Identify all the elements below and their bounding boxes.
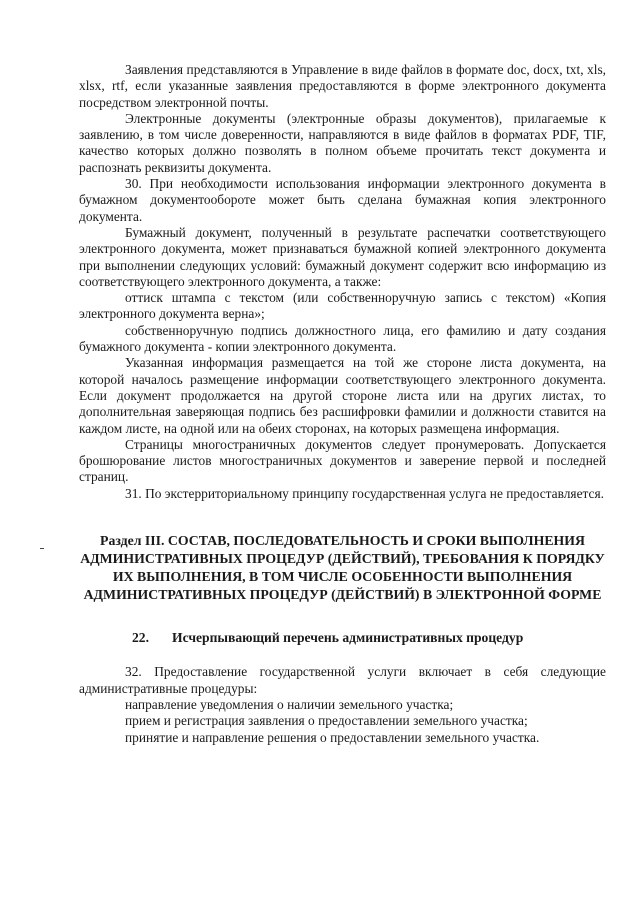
procedure-item-1: направление уведомления о наличии земельного участка; — [125, 696, 454, 712]
paragraph-file-formats: Заявления представляются в Управление в виде файлов в формате doc, docx, txt, xls, xlsx, rtf, если указанные заявления предоставляются в форме электронного документа посредством электронной почты. — [79, 62, 606, 110]
subsection-number: 22. — [132, 630, 149, 646]
paragraph-stamp: оттиск штампа с текстом (или собственноручную запись с текстом) «Копия электронного документа верна»; — [79, 290, 606, 322]
paragraph-32: 32. Предоставление государственной услуги включает в себя следующие административные процедуры: — [79, 664, 606, 696]
paragraph-electronic-docs: Электронные документы (электронные образы документов), прилагаемые к заявлению, в том числе доверенности, направляются в виде файлов в форматах PDF, TIF, качество которых должно позволять в полном объеме прочитать текст документа и распознать реквизиты документа. — [79, 110, 606, 175]
paragraph-30: 30. При необходимости использования информации электронного документа в бумажном документообороте может быть сделана бумажная копия электронного документа. — [79, 176, 606, 224]
scan-mark — [40, 548, 44, 549]
paragraph-paper-document: Бумажный документ, полученный в результате распечатки соответствующего электронного документа, может признаваться бумажной копией электронного документа при выполнении следующих условий: бумажный документ содержит всю информацию из соответствующего электронного документа, а также: — [79, 224, 606, 289]
paragraph-pages: Страницы многостраничных документов следует пронумеровать. Допускается брошюрование листов многостраничных документов и заверение первой и последней страниц. — [79, 436, 606, 485]
procedure-item-2: прием и регистрация заявления о предоставлении земельного участка; — [125, 713, 528, 729]
paragraph-signature: собственноручную подпись должностного лица, его фамилию и дату создания бумажного документа - копии электронного документа. — [79, 322, 606, 355]
procedure-item-3: принятие и направление решения о предоставлении земельного участка. — [125, 729, 540, 745]
section-title: Раздел III. СОСТАВ, ПОСЛЕДОВАТЕЛЬНОСТЬ И СРОКИ ВЫПОЛНЕНИЯ АДМИНИСТРАТИВНЫХ ПРОЦЕДУР (ДЕЙСТВИЙ), ТРЕБОВАНИЯ К ПОРЯДКУ ИХ ВЫПОЛНЕНИЯ, В ТОМ ЧИСЛЕ ОСОБЕННОСТИ ВЫПОЛНЕНИЯ АДМИНИСТРАТИВНЫХ ПРОЦЕДУР (ДЕЙСТВИЙ) В ЭЛЕКТРОННОЙ ФОРМЕ — [80, 533, 605, 603]
paragraph-placement: Указанная информация размещается на той же стороне листа документа, на которой началось размещение информации соответствующего электронного документа. Если документ продолжается на другой стороне листа или на других листах, то дополнительная заверяющая подпись без расшифровки фамилии и должности ставится на каждом листе, на одной или на обеих сторонах, на которых размещена информация. — [79, 355, 606, 436]
subsection-title: Исчерпывающий перечень административных процедур — [172, 630, 524, 646]
paragraph-31: 31. По экстерриториальному принципу государственная услуга не предоставляется. — [125, 485, 605, 501]
subsection-heading — [132, 630, 606, 646]
document-page — [79, 62, 606, 746]
